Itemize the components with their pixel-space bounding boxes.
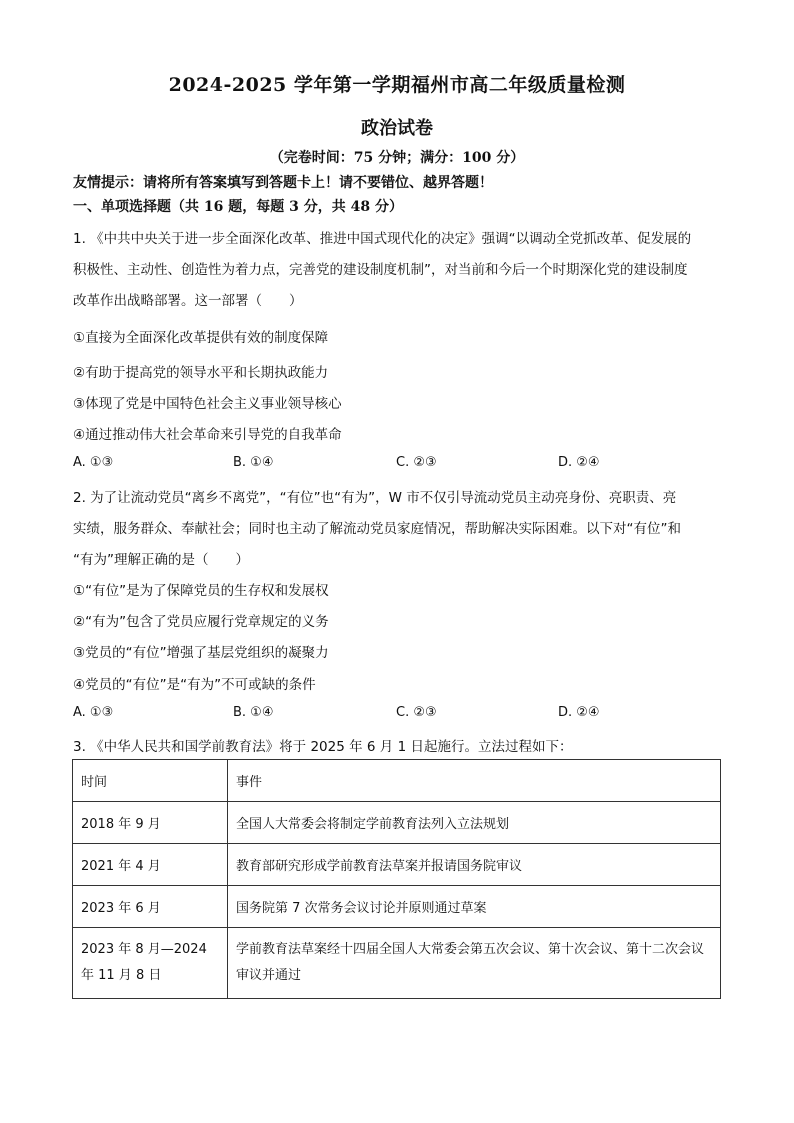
question-2-statement-1: ①“有位”是为了保障党员的生存权和发展权 [73, 583, 329, 599]
question-1-option-d: D. ②④ [558, 455, 600, 470]
exam-subject: 政治试卷 [361, 118, 433, 139]
table-cell-event: 国务院第 7 次常务会议讨论并原则通过草案 [228, 886, 721, 928]
question-1-statement-1: ①直接为全面深化改革提供有效的制度保障 [73, 330, 329, 346]
table-cell-event: 学前教育法草案经十四届全国人大常委会第五次会议、第十次会议、第十二次会议审议并通过 [228, 928, 721, 999]
question-2-option-d: D. ②④ [558, 705, 600, 720]
question-2-statement-3: ③党员的“有位”增强了基层党组织的凝聚力 [73, 645, 329, 661]
question-2-statement-4: ④党员的“有位”是“有为”不可或缺的条件 [73, 677, 316, 693]
question-2-line-1: 2. 为了让流动党员“离乡不离党”，“有位”也“有为”，W 市不仅引导流动党员主动亮身份、亮职责、亮 [73, 490, 677, 506]
question-2-line-3: “有为”理解正确的是（ ） [73, 552, 249, 568]
table-cell-time: 2023 年 8 月—2024 年 11 月 8 日 [73, 928, 228, 999]
question-1-statement-3: ③体现了党是中国特色社会主义事业领导核心 [73, 396, 342, 412]
question-3-line-1: 3. 《中华人民共和国学前教育法》将于 2025 年 6 月 1 日起施行。立法过程如下： [73, 739, 573, 755]
question-1-statement-4: ④通过推动伟大社会革命来引导党的自我革命 [73, 427, 342, 443]
table-cell-time: 2023 年 6 月 [73, 886, 228, 928]
table-row [73, 886, 721, 928]
table-row [73, 802, 721, 844]
question-1-option-b: B. ①④ [233, 455, 274, 470]
question-1-option-a: A. ①③ [73, 455, 114, 470]
question-2-option-c: C. ②③ [396, 705, 437, 720]
question-1-line-2: 积极性、主动性、创造性为着力点，完善党的建设制度机制”，对当前和今后一个时期深化党的建设制度 [73, 262, 688, 278]
table-header-row [73, 760, 721, 802]
question-1-statement-2: ②有助于提高党的领导水平和长期执政能力 [73, 365, 329, 381]
table-cell-time: 2021 年 4 月 [73, 844, 228, 886]
table-cell-event: 全国人大常委会将制定学前教育法列入立法规划 [228, 802, 721, 844]
question-2-option-b: B. ①④ [233, 705, 274, 720]
question-1-option-c: C. ②③ [396, 455, 437, 470]
table-cell-time: 2018 年 9 月 [73, 802, 228, 844]
table-cell-event: 教育部研究形成学前教育法草案并报请国务院审议 [228, 844, 721, 886]
question-1-line-3: 改革作出战略部署。这一部署（ ） [73, 293, 303, 309]
question-1-line-1: 1. 《中共中央关于进一步全面深化改革、推进中国式现代化的决定》强调“以调动全党抓改革、促发展的 [73, 231, 692, 247]
table-header-time: 时间 [73, 760, 228, 802]
question-2-line-2: 实绩，服务群众、奉献社会；同时也主动了解流动党员家庭情况，帮助解决实际困难。以下对“有位”和 [73, 521, 681, 537]
table-row [73, 844, 721, 886]
exam-notice: 友情提示：请将所有答案填写到答题卡上！请不要错位、越界答题！ [73, 175, 493, 191]
exam-title: 2024-2025 学年第一学期福州市高二年级质量检测 [168, 74, 626, 96]
section-heading: 一、单项选择题（共 16 题，每题 3 分，共 48 分） [73, 199, 403, 215]
table-row [73, 928, 721, 999]
exam-info: （完卷时间：75 分钟；满分：100 分） [269, 150, 525, 166]
question-2-statement-2: ②“有为”包含了党员应履行党章规定的义务 [73, 614, 329, 630]
legislation-timeline-table [72, 759, 721, 999]
question-2-option-a: A. ①③ [73, 705, 114, 720]
table-header-event: 事件 [228, 760, 721, 802]
